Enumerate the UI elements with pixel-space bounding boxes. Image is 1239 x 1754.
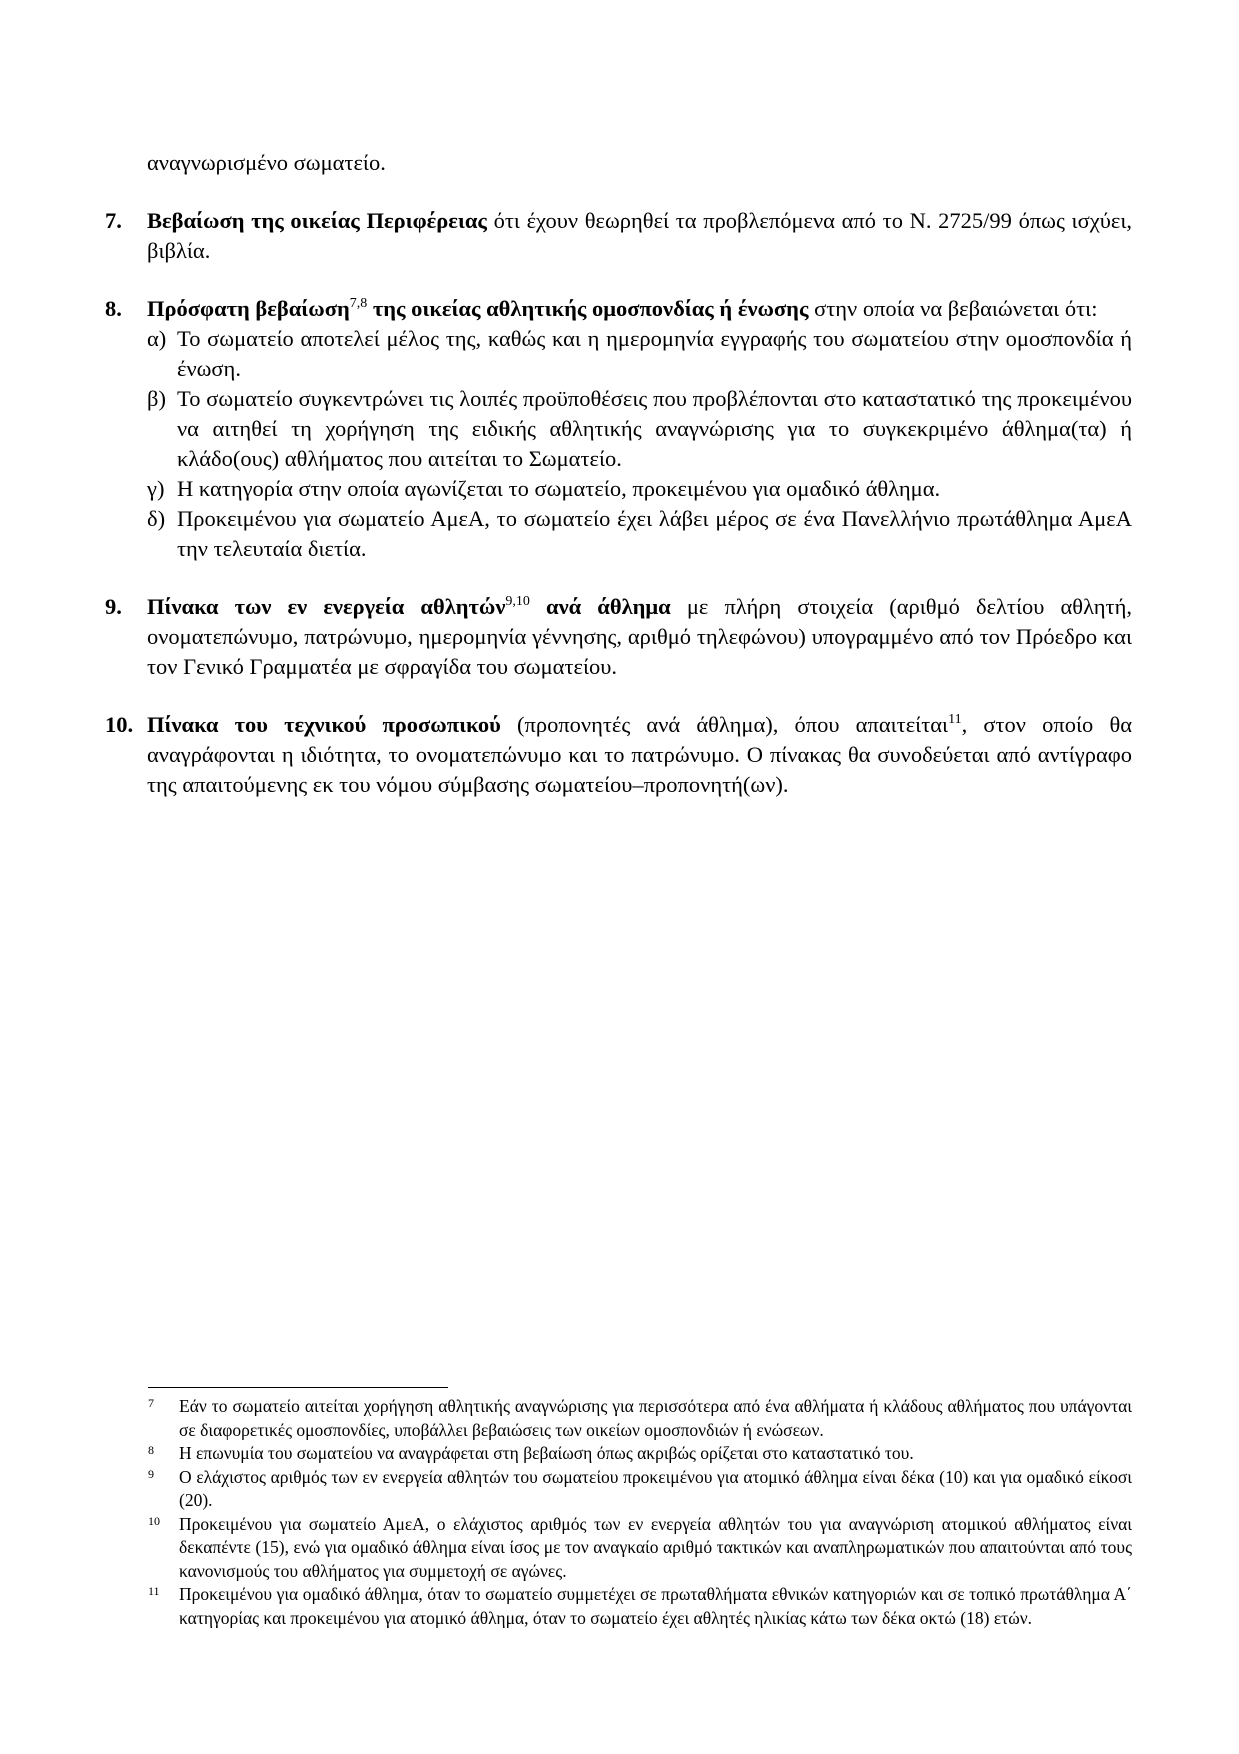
- footnote: [148, 1513, 1132, 1584]
- item-bold-text: Πίνακα του τεχνικού προσωπικού: [147, 712, 501, 737]
- footnote-number: 11: [148, 1584, 160, 1598]
- footnote: [148, 1583, 1132, 1630]
- footnote-text: Προκειμένου για ομαδικό άθλημα, όταν το σωματείο συμμετέχει σε πρωταθλήματα εθνικών κατηγοριών και σε τοπικό πρωτάθλημα Α΄ κατηγορίας και προκειμένου για ατομικό άθλημα, όταν το σωματείο έχει αθλητές ηλικίας κάτω των δέκα οκτώ (18) ετών.: [179, 1584, 1132, 1628]
- sub-item-text: Το σωματείο αποτελεί μέλος της, καθώς και η ημερομηνία εγγραφής του σωματείου στην ομοσπονδία ή ένωση.: [177, 326, 1132, 381]
- item-number: 9.: [105, 594, 122, 619]
- footnote: [148, 1442, 1132, 1466]
- sub-item-label: β): [147, 386, 166, 411]
- footnote-text: Ο ελάχιστος αριθμός των εν ενεργεία αθλητών του σωματείου προκειμένου για ατομικό άθλημα είναι δέκα (10) και για ομαδικό είκοσι (20).: [179, 1466, 1132, 1510]
- list-item-10: [105, 710, 1132, 800]
- footnote-text: Προκειμένου για σωματείο ΑμεΑ, ο ελάχιστος αριθμός των εν ενεργεία αθλητών του για αναγνώριση ατομικού αθλήματος είναι δεκαπέντε (15), ενώ για ομαδικό άθλημα είναι ίσος με τον αναγκαίο αριθμό τακτικών και αναπληρωματικών που απαιτούνται από τους κανονισμούς του αθλήματος για συμμετοχή σε αγώνες.: [179, 1513, 1132, 1581]
- item-bold-text: ανά άθλημα: [529, 594, 671, 619]
- sub-item-text: Το σωματείο συγκεντρώνει τις λοιπές προϋποθέσεις που προβλέπονται στο καταστατικό της προκειμένου να αιτηθεί τη χορήγηση της ειδικής αθλητικής αναγνώρισης για το συγκεκριμένο άθλημα(τα) ή κλάδο(ους) αθλήματος που αιτείται το Σωματείο.: [177, 386, 1132, 471]
- footnote-ref: 11: [948, 712, 962, 727]
- item-bold-text: Βεβαίωση της οικείας Περιφέρειας: [147, 208, 487, 233]
- footnote-separator: [148, 1387, 448, 1388]
- sub-item-label: γ): [147, 476, 165, 501]
- footnote: [148, 1395, 1132, 1442]
- sub-item-text: Προκειμένου για σωματείο ΑμεΑ, το σωματείο έχει λάβει μέρος σε ένα Πανελλήνιο πρωτάθλημα ΑμεΑ την τελευταία διετία.: [177, 506, 1132, 561]
- item-bold-text: της οικείας αθλητικής ομοσπονδίας ή ένωσης: [367, 296, 809, 321]
- item-number: 7.: [105, 208, 122, 233]
- item-body: [147, 206, 1132, 266]
- list-item-8: [105, 294, 1132, 564]
- sub-item: [147, 504, 1132, 564]
- item-text: , στον οποίο θα αναγράφονται η ιδιότητα, το ονοματεπώνυμο και το πατρώνυμο. Ο πίνακας θα συνοδεύεται από αντίγραφο της απαιτούμενης εκ του νόμου σύμβασης σωματείου–προπονητή(ων).: [147, 712, 1133, 797]
- item-bold-text: Πίνακα των εν ενεργεία αθλητών: [147, 594, 506, 619]
- list-item-9: [105, 592, 1132, 682]
- sub-item-label: δ): [147, 506, 166, 531]
- footnotes: [148, 1395, 1132, 1630]
- item-text: με πλήρη στοιχεία (αριθμό δελτίου αθλητή, ονοματεπώνυμο, πατρώνυμο, ημερομηνία γέννησης, αριθμό τηλεφώνου) υπογραμμένο από τον Πρόεδρο και τον Γενικό Γραμματέα με σφραγίδα του σωματείου.: [147, 594, 1132, 679]
- item-number: 8.: [105, 296, 122, 321]
- footnote-ref: 9,10: [505, 594, 530, 609]
- intro-line: αναγνωρισμένο σωματείο.: [147, 150, 386, 175]
- item-number: 10.: [105, 712, 134, 737]
- footnote-number: 8: [148, 1443, 154, 1457]
- main-text: [105, 148, 1132, 800]
- sub-item: [147, 384, 1132, 474]
- sub-item-text: Η κατηγορία στην οποία αγωνίζεται το σωματείο, προκειμένου για ομαδικό άθλημα.: [177, 476, 941, 501]
- item-text: στην οποία να βεβαιώνεται ότι:: [808, 296, 1098, 321]
- sub-item-label: α): [147, 326, 167, 351]
- item-body: [147, 592, 1132, 682]
- item-text: ότι έχουν θεωρηθεί τα προβλεπόμενα από το Ν. 2725/99 όπως ισχύει, βιβλία.: [147, 208, 1132, 263]
- item-body: [147, 294, 1132, 564]
- footnote-number: 7: [148, 1396, 154, 1410]
- item-bold-text: Πρόσφατη βεβαίωση: [147, 296, 350, 321]
- footnote-text: Η επωνυμία του σωματείου να αναγράφεται στη βεβαίωση όπως ακριβώς ορίζεται στο καταστατικό του.: [179, 1443, 914, 1463]
- sub-item: [147, 474, 1132, 504]
- item-body: [147, 710, 1132, 800]
- footnote-number: 9: [148, 1466, 154, 1481]
- list-item-7: [105, 206, 1132, 266]
- footnote: [148, 1466, 1132, 1513]
- footnote-number: 10: [148, 1513, 160, 1528]
- sub-item: [147, 324, 1132, 384]
- item-text: (προπονητές ανά άθλημα), όπου απαιτείται: [500, 712, 949, 737]
- footnote-text: Εάν το σωματείο αιτείται χορήγηση αθλητικής αναγνώρισης για περισσότερα από ένα αθλήματα ή κλάδους αθλήματος που υπάγονται σε διαφορετικές ομοσπονδίες, υποβάλλει βεβαιώσεις των οικείων ομοσπονδιών ή ενώσεων.: [179, 1396, 1132, 1440]
- footnote-ref: 7,8: [349, 296, 368, 311]
